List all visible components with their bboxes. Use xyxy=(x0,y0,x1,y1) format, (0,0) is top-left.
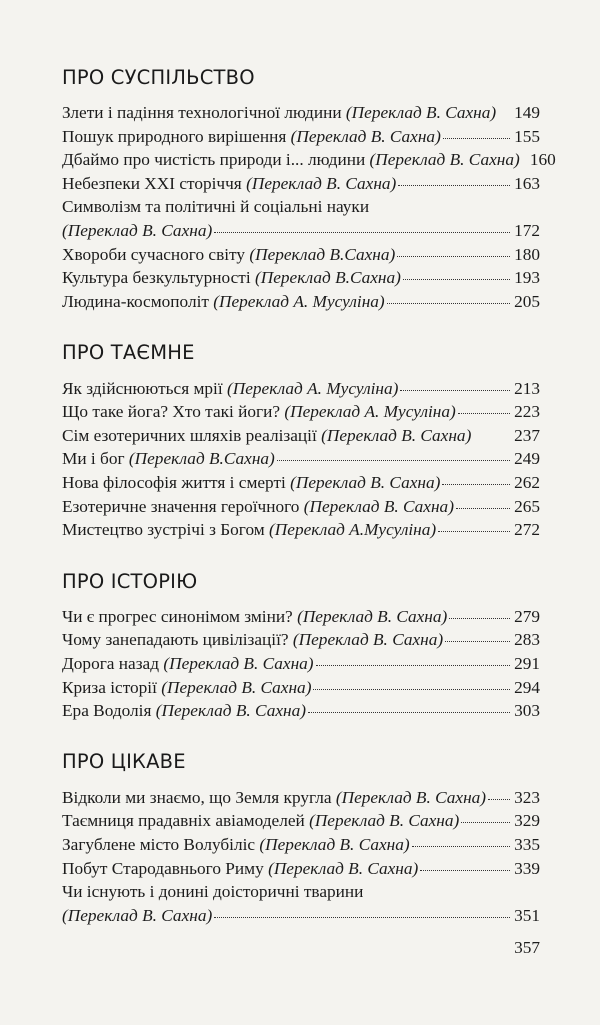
entry-translator: (Переклад В. Сахна) xyxy=(369,150,520,170)
entry-text xyxy=(62,400,456,424)
dot-leader xyxy=(214,903,510,920)
entry-title: Побут Стародавнього Риму xyxy=(62,858,269,878)
entry-text xyxy=(62,148,520,172)
entry-title: Як здійснюються мрії xyxy=(62,378,227,398)
entry-title: Пошук природного вирішення xyxy=(62,126,291,146)
entry-translator: (Переклад В. Сахна) xyxy=(290,473,441,493)
dot-leader xyxy=(522,148,526,165)
page-number: 357 xyxy=(514,938,540,957)
entry-title: Людина-космополіт xyxy=(62,292,214,312)
dot-leader xyxy=(214,219,510,236)
entry-translator: (Переклад А.Мусуліна) xyxy=(269,520,437,540)
entry-page-number: 351 xyxy=(514,905,540,925)
toc-entry[interactable] xyxy=(62,494,540,518)
entry-text xyxy=(62,195,369,219)
entry-page-number: 149 xyxy=(514,103,540,123)
entry-title: Злети і падіння технологічної людини xyxy=(62,103,346,123)
toc-section xyxy=(62,337,540,541)
toc-entry[interactable] xyxy=(62,125,540,149)
entry-title: Відколи ми знаємо, що Земля кругла xyxy=(62,787,336,807)
toc-entry[interactable] xyxy=(62,518,540,542)
entry-title: Езотеричне значення героїчного xyxy=(62,496,304,516)
entry-text xyxy=(62,447,275,471)
entry-translator: (Переклад В. Сахна) xyxy=(309,811,460,831)
entry-title: Сім езотеричних шляхів реалізації xyxy=(62,425,322,445)
dot-leader xyxy=(387,290,510,307)
entry-title: Дбаймо про чистість природи і... людини xyxy=(62,150,370,170)
toc-entry[interactable] xyxy=(62,833,540,857)
entry-translator: (Переклад В. Сахна) xyxy=(303,496,454,516)
toc-entry[interactable] xyxy=(62,148,556,172)
entry-page-number: 249 xyxy=(514,449,540,469)
section-heading: ПРО ІСТОРІЮ xyxy=(62,569,198,593)
toc-entry[interactable] xyxy=(62,471,540,495)
entry-translator: (Переклад В. Сахна) xyxy=(321,425,472,445)
toc-entry[interactable] xyxy=(62,856,540,880)
toc-entry[interactable] xyxy=(62,675,540,699)
dot-leader xyxy=(403,266,510,283)
entry-page-number: 163 xyxy=(514,174,540,194)
entry-text xyxy=(62,628,443,652)
entry-title: Дорога назад xyxy=(62,653,164,673)
toc-entry[interactable] xyxy=(62,172,540,196)
entry-translator: (Переклад В. Сахна) xyxy=(163,653,314,673)
toc-entry[interactable] xyxy=(62,652,540,676)
dot-leader xyxy=(498,101,510,118)
entry-translator: (Переклад А. Мусуліна) xyxy=(284,402,456,422)
toc-entry[interactable] xyxy=(62,400,540,424)
dot-leader xyxy=(412,833,510,850)
entry-translator: (Переклад А. Мусуліна) xyxy=(226,378,399,398)
entry-page-number: 335 xyxy=(514,834,540,854)
toc-entry[interactable] xyxy=(62,903,540,927)
dot-leader xyxy=(277,447,510,464)
entry-page-number: 294 xyxy=(514,677,540,697)
entry-text xyxy=(62,219,212,243)
section-heading: ПРО ТАЄМНЕ xyxy=(62,341,195,365)
entry-page-number: 262 xyxy=(514,473,540,493)
entry-text xyxy=(62,857,418,881)
entry-title: Що таке йога? Хто такі йоги? xyxy=(62,402,285,422)
entry-title: Нова філософія життя і смерті xyxy=(62,473,291,493)
dot-leader xyxy=(438,518,510,535)
entry-text xyxy=(62,101,496,125)
dot-leader xyxy=(313,675,510,692)
entry-translator: (Переклад В. Сахна) xyxy=(62,221,213,241)
entry-title: Культура безкультурності xyxy=(62,268,255,288)
section-heading: ПРО ЦІКАВЕ xyxy=(62,750,186,774)
entry-title: Ера Водолія xyxy=(62,701,156,721)
dot-leader xyxy=(400,376,510,393)
entry-translator: (Переклад В. Сахна) xyxy=(155,701,306,721)
toc-entry[interactable] xyxy=(62,290,540,314)
dot-leader xyxy=(442,471,510,488)
dot-leader xyxy=(397,243,510,260)
entry-text xyxy=(62,243,395,267)
entry-text xyxy=(62,652,314,676)
entry-translator: (Переклад В. Сахна) xyxy=(268,858,419,878)
entry-translator: (Переклад В.Сахна) xyxy=(249,244,396,264)
entry-translator: (Переклад В. Сахна) xyxy=(297,606,448,626)
dot-leader xyxy=(449,605,510,622)
entry-text xyxy=(62,266,401,290)
entry-text xyxy=(62,880,363,904)
entry-text xyxy=(62,424,471,448)
entry-page-number: 303 xyxy=(514,701,540,721)
entry-page-number: 223 xyxy=(514,402,540,422)
entry-text xyxy=(62,833,410,857)
toc-entry[interactable] xyxy=(62,628,540,652)
table-of-contents xyxy=(62,62,556,951)
entry-translator: (Переклад В. Сахна) xyxy=(290,126,441,146)
entry-translator: (Переклад В. Сахна) xyxy=(259,834,410,854)
entry-title: Криза історії xyxy=(62,677,162,697)
entry-translator: (Переклад В. Сахна) xyxy=(161,677,312,697)
toc-entry[interactable] xyxy=(62,266,540,290)
toc-entry[interactable] xyxy=(62,195,540,219)
toc-entry[interactable] xyxy=(62,605,540,629)
toc-section xyxy=(62,746,540,927)
entry-page-number: 172 xyxy=(514,221,540,241)
dot-leader xyxy=(488,785,510,802)
entry-text xyxy=(62,676,311,700)
toc-entry[interactable] xyxy=(62,424,540,448)
dot-leader xyxy=(458,400,510,417)
entry-text xyxy=(62,125,441,149)
entry-page-number: 180 xyxy=(514,244,540,264)
section-heading: ПРО СУСПІЛЬСТВО xyxy=(62,66,255,89)
entry-text xyxy=(62,290,385,314)
entry-translator: (Переклад В. Сахна) xyxy=(246,174,397,194)
entry-translator: (Переклад В.Сахна) xyxy=(254,268,401,288)
entry-page-number: 283 xyxy=(514,630,540,650)
entry-page-number: 323 xyxy=(514,787,540,807)
entry-text xyxy=(62,495,454,519)
entry-title: Небезпеки XXI сторіччя xyxy=(62,174,247,194)
toc-entry-list xyxy=(62,101,556,313)
toc-entry[interactable] xyxy=(62,880,540,904)
toc-entry[interactable] xyxy=(62,219,540,243)
entry-page-number: 213 xyxy=(514,378,540,398)
toc-entry[interactable] xyxy=(62,447,540,471)
dot-leader xyxy=(443,125,510,142)
entry-text xyxy=(62,605,447,629)
dot-leader xyxy=(461,809,510,826)
entry-page-number: 291 xyxy=(514,653,540,673)
entry-text xyxy=(62,904,212,928)
toc-section xyxy=(62,62,556,313)
dot-leader xyxy=(398,172,510,189)
entry-page-number: 329 xyxy=(514,811,540,831)
toc-entry[interactable] xyxy=(62,376,540,400)
toc-entry-list xyxy=(62,785,540,927)
entry-text xyxy=(62,809,459,833)
entry-title: Символізм та політичні й соціальні науки xyxy=(62,197,370,217)
entry-page-number: 279 xyxy=(514,606,540,626)
entry-title: Чому занепадають цивілізації? xyxy=(62,630,293,650)
entry-title: Ми і бог xyxy=(62,449,129,469)
dot-leader xyxy=(420,856,510,873)
entry-title: Чи існують і донині доісторичні тварини xyxy=(62,881,364,901)
entry-text xyxy=(62,518,436,542)
entry-page-number: 155 xyxy=(514,126,540,146)
toc-entry[interactable] xyxy=(62,809,540,833)
toc-entry[interactable] xyxy=(62,101,540,125)
dot-leader xyxy=(473,424,510,441)
entry-text xyxy=(62,471,440,495)
dot-leader xyxy=(316,652,510,669)
toc-entry-list xyxy=(62,605,540,723)
entry-page-number: 193 xyxy=(514,268,540,288)
entry-text xyxy=(62,377,398,401)
entry-page-number: 237 xyxy=(514,425,540,445)
entry-text xyxy=(62,172,396,196)
toc-entry[interactable] xyxy=(62,785,540,809)
entry-title: Загублене місто Волубіліс xyxy=(62,834,260,854)
dot-leader xyxy=(456,494,510,511)
entry-text xyxy=(62,786,486,810)
entry-title: Мистецтво зустрічі з Богом xyxy=(62,520,270,540)
dot-leader xyxy=(308,699,510,716)
dot-leader xyxy=(445,628,510,645)
entry-page-number: 339 xyxy=(514,858,540,878)
entry-translator: (Переклад А. Мусуліна) xyxy=(213,292,385,312)
entry-page-number: 265 xyxy=(514,496,540,516)
entry-translator: (Переклад В. Сахна) xyxy=(292,630,444,650)
entry-title: Таємниця прадавніх авіамоделей xyxy=(62,811,310,831)
toc-section xyxy=(62,566,540,723)
entry-page-number: 272 xyxy=(514,520,540,540)
toc-entry[interactable] xyxy=(62,699,540,723)
entry-translator: (Переклад В. Сахна) xyxy=(335,787,487,807)
entry-title: Чи є прогрес синонімом зміни? xyxy=(62,606,298,626)
entry-translator: (Переклад В. Сахна) xyxy=(345,103,497,123)
toc-entry[interactable] xyxy=(62,243,540,267)
entry-text xyxy=(62,699,306,723)
entry-page-number: 160 xyxy=(529,150,556,170)
entry-translator: (Переклад В.Сахна) xyxy=(128,449,275,469)
entry-title: Хвороби сучасного світу xyxy=(62,244,250,264)
entry-page-number: 205 xyxy=(514,292,540,312)
toc-entry-list xyxy=(62,376,540,541)
entry-translator: (Переклад В. Сахна) xyxy=(62,905,213,925)
